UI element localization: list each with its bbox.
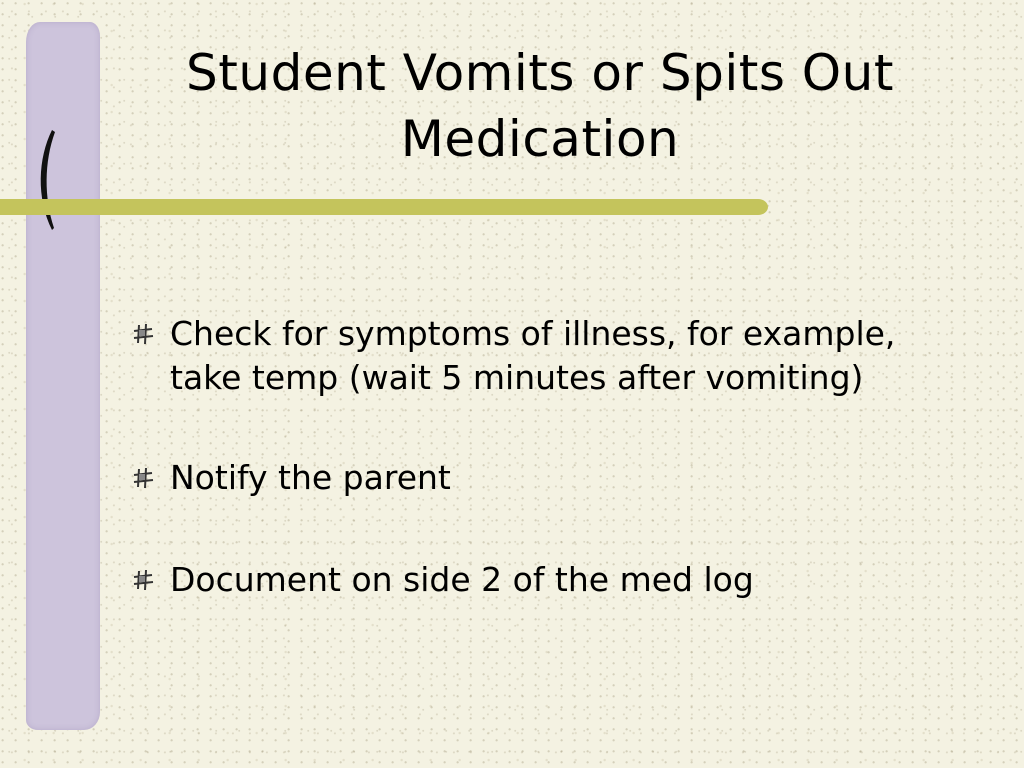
bullet-item [132, 456, 972, 500]
hash-bullet-icon [132, 323, 154, 345]
bullet-text: Document on side 2 of the med log [170, 560, 754, 599]
title-line-1: Student Vomits or Spits Out [186, 44, 894, 102]
bullet-text: Notify the parent [170, 458, 451, 497]
bullet-item [132, 558, 972, 602]
bullet-text: Check for symptoms of illness, for example, take temp (wait 5 minutes after vomiting) [170, 314, 896, 397]
bullet-list [132, 312, 972, 602]
bracket-decoration-icon [32, 128, 58, 232]
hash-bullet-icon [132, 467, 154, 489]
title-underline [0, 199, 768, 215]
title-line-2: Medication [400, 110, 680, 168]
bullet-item [132, 312, 972, 400]
slide-title [110, 40, 970, 172]
hash-bullet-icon [132, 569, 154, 591]
